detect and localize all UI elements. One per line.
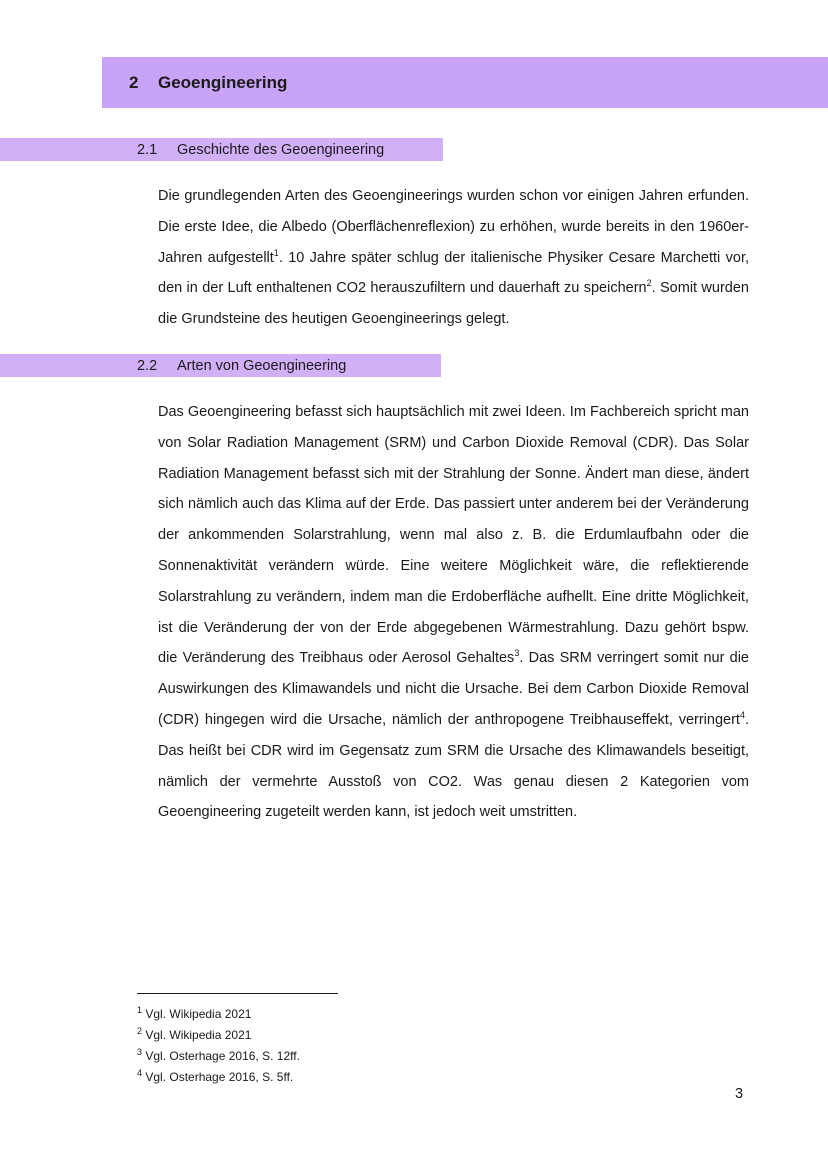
footnote-ref: 1 [273, 247, 279, 258]
footnotes [137, 1004, 300, 1088]
footnote-ref: 4 [739, 710, 745, 721]
footnote-2: $^2$ Vgl. Wikipedia 2021 [137, 1026, 252, 1042]
footnote-ref: 2 [646, 278, 652, 289]
section-heading-2-2 [0, 354, 441, 377]
page-number: 3 [735, 1086, 744, 1102]
chapter-heading-bar [102, 57, 828, 108]
section-heading-2-1 [0, 138, 443, 161]
footnote-separator [137, 993, 338, 994]
footnote-ref: 3 [514, 648, 520, 659]
footnote-1: $^1$ Vgl. Wikipedia 2021 [137, 1005, 252, 1021]
footnote-mark: 4 [137, 1068, 143, 1078]
section-number: 2.1 [137, 141, 158, 158]
footnote-mark: 3 [137, 1047, 143, 1057]
footnote-mark: 2 [137, 1026, 143, 1036]
section-2-1-paragraph: Die grundlegenden Arten des Geoengineerings wurden schon vor einigen Jahren erfunden. Die erste Idee, die Albedo (Oberflächenreflexion) zu erhöhen, wurde bereits in den 1960er-Jahren aufgestellt$^1$. 10 Jahre später schlug der italienische Physiker Cesare Marchetti vor, den in der Luft enthaltenen CO2 herauszufiltern und dauerhaft zu speichern$^2$. Somit wurden die Grundsteine des heutigen Geoengineerings gelegt. [158, 188, 749, 328]
chapter-title: Geoengineering [158, 72, 288, 92]
section-number: 2.2 [137, 357, 158, 374]
footnote-4: $^4$ Vgl. Osterhage 2016, S. 5ff. [137, 1068, 294, 1084]
footnote-3: $^3$ Vgl. Osterhage 2016, S. 12ff. [137, 1047, 300, 1063]
section-title: Geschichte des Geoengineering [177, 141, 385, 158]
chapter-number: 2 [129, 72, 139, 92]
section-2-2-paragraph: Das Geoengineering befasst sich hauptsächlich mit zwei Ideen. Im Fachbereich spricht man von Solar Radiation Management (SRM) und Carbon Dioxide Removal (CDR). Das Solar Radiation Management befasst sich mit der Strahlung der Sonne. Ändert man diese, ändert sich nämlich auch das Klima auf der Erde. Das passiert unter anderem bei der Veränderung der ankommenden Solarstrahlung, wenn mal also z. B. die Erdumlaufbahn oder die Sonnenaktivität verändern würde. Eine weitere Möglichkeit wäre, die reflektierende Solarstrahlung zu verändern, indem man die Erdoberfläche aufhellt. Eine dritte Möglichkeit, ist die Veränderung der von der Erde abgegebenen Wärmestrahlung. Dazu gehört bspw. die Veränderung des Treibhaus oder Aerosol Gehaltes$^3$. Das SRM verringert somit nur die Auswirkungen des Klimawandels und nicht die Ursache. Bei dem Carbon Dioxide Removal (CDR) hingegen wird die Ursache, nämlich der anthropogene Treibhauseffekt, verringert$^4$. Das heißt bei CDR wird im Gegensatz zum SRM die Ursache des Klimawandels beseitigt, nämlich der vermehrte Ausstoß von CO2. Was genau diesen 2 Kategorien vom Geoengineering zugeteilt werden kann, ist jedoch weit umstritten. [158, 404, 749, 821]
footnote-mark: 1 [137, 1005, 143, 1015]
section-title: Arten von Geoengineering [177, 357, 347, 374]
